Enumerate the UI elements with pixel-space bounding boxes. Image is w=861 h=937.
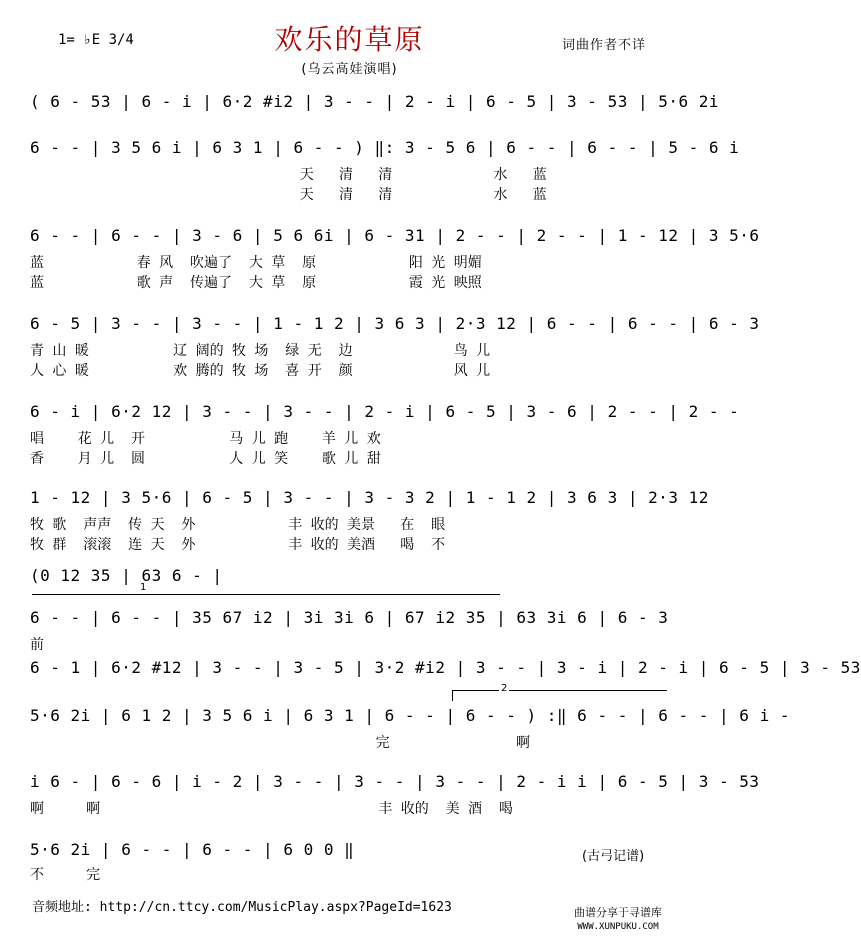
score-notes-line-10: 5·6 2i | 6 1 2 | 3 5 6 i | 6 3 1 | 6 - - | 6 - - ) :‖ 6 - - | 6 - - | 6 i - bbox=[30, 706, 790, 725]
score-notes-line-9: 6 - 1 | 6·2 #12 | 3 - - | 3 - 5 | 3·2 #i2 | 3 - - | 3 - i | 2 - i | 6 - 5 | 3 - 53 bbox=[30, 658, 861, 677]
lyrics-line-5-verse-1: 唱 花 儿 开 马 儿 跑 羊 儿 欢 bbox=[30, 431, 381, 447]
score-notes-line-5: 6 - i | 6·2 12 | 3 - - | 3 - - | 2 - i | 6 - 5 | 3 - 6 | 2 - - | 2 - - bbox=[30, 402, 740, 421]
watermark-url: WWW.XUNPUKU.COM bbox=[577, 922, 659, 932]
second-ending-number: 2 bbox=[501, 683, 508, 694]
score-notes-line-7: (0 12 35 | 63 6 - | bbox=[30, 566, 223, 585]
key-signature: 1= ♭E 3/4 bbox=[58, 32, 134, 48]
lyrics-line-5-verse-2: 香 月 儿 圆 人 儿 笑 歌 儿 甜 bbox=[30, 451, 381, 467]
song-title: 欢乐的草原 bbox=[274, 23, 425, 56]
composer-note: 词曲作者不详 bbox=[562, 38, 647, 53]
audio-source-link[interactable]: 音频地址: http://cn.ttcy.com/MusicPlay.aspx?PageId=1623 bbox=[32, 900, 452, 915]
score-notes-line-3: 6 - - | 6 - - | 3 - 6 | 5 6 6i | 6 - 31 | 2 - - | 2 - - | 1 - 12 | 3 5·6 bbox=[30, 226, 760, 245]
lyrics-line-4-verse-1: 青 山 暖 辽 阔的 牧 场 绿 无 边 鸟 儿 bbox=[30, 343, 491, 359]
lyrics-line-12: 不 完 bbox=[30, 867, 101, 883]
first-ending-line bbox=[32, 594, 500, 595]
score-notes-line-2: 6 - - | 3 5 6 i | 6 3 1 | 6 - - ) ‖: 3 - 5 6 | 6 - - | 6 - - | 5 - 6 i bbox=[30, 138, 740, 157]
lyrics-line-8: 前 bbox=[30, 637, 44, 653]
score-notes-line-4: 6 - 5 | 3 - - | 3 - - | 1 - 1 2 | 3 6 3 | 2·3 12 | 6 - - | 6 - - | 6 - 3 bbox=[30, 314, 760, 333]
lyrics-line-2-verse-2: 天 清 清 水 蓝 bbox=[30, 187, 547, 203]
lyrics-line-11: 啊 啊 丰 收的 美 酒 喝 bbox=[30, 801, 513, 817]
site-watermark bbox=[548, 906, 688, 934]
lyrics-line-3-verse-2: 蓝 歌 声 传遍了 大 草 原 霞 光 映照 bbox=[30, 275, 482, 291]
first-ending-marker bbox=[140, 582, 150, 604]
first-ending-number: 1 bbox=[140, 582, 147, 593]
lyrics-line-3-verse-1: 蓝 春 风 吹遍了 大 草 原 阳 光 明媚 bbox=[30, 255, 482, 271]
score-notes-line-8: 6 - - | 6 - - | 35 67 i2 | 3i 3i 6 | 67 i2 35 | 63 3i 6 | 6 - 3 bbox=[30, 608, 669, 627]
lyrics-line-2-verse-1: 天 清 清 水 蓝 bbox=[30, 167, 547, 183]
lyrics-line-10: 完 啊 bbox=[30, 735, 531, 751]
second-ending-bracket bbox=[452, 683, 667, 701]
lyrics-line-4-verse-2: 人 心 暖 欢 腾的 牧 场 喜 开 颜 风 儿 bbox=[30, 363, 491, 379]
score-notes-line-12: 5·6 2i | 6 - - | 6 - - | 6 0 0 ‖ bbox=[30, 840, 355, 859]
score-notes-line-1: ( 6 - 53 | 6 - i | 6·2 #i2 | 3 - - | 2 - i | 6 - 5 | 3 - 53 | 5·6 2i bbox=[30, 92, 720, 111]
performer-subtitle: (乌云高娃演唱) bbox=[301, 62, 398, 77]
score-notes-line-11: i 6 - | 6 - 6 | i - 2 | 3 - - | 3 - - | 3 - - | 2 - i i | 6 - 5 | 3 - 53 bbox=[30, 772, 760, 791]
lyrics-line-6-verse-1: 牧 歌 声声 传 天 外 丰 收的 美景 在 眼 bbox=[30, 517, 446, 533]
transcriber-credit: (古弓记谱) bbox=[582, 849, 645, 864]
watermark-text: 曲谱分享于寻谱库 bbox=[574, 906, 662, 919]
score-notes-line-6: 1 - 12 | 3 5·6 | 6 - 5 | 3 - - | 3 - 3 2 | 1 - 1 2 | 3 6 3 | 2·3 12 bbox=[30, 488, 709, 507]
lyrics-line-6-verse-2: 牧 群 滚滚 连 天 外 丰 收的 美酒 喝 不 bbox=[30, 537, 446, 553]
